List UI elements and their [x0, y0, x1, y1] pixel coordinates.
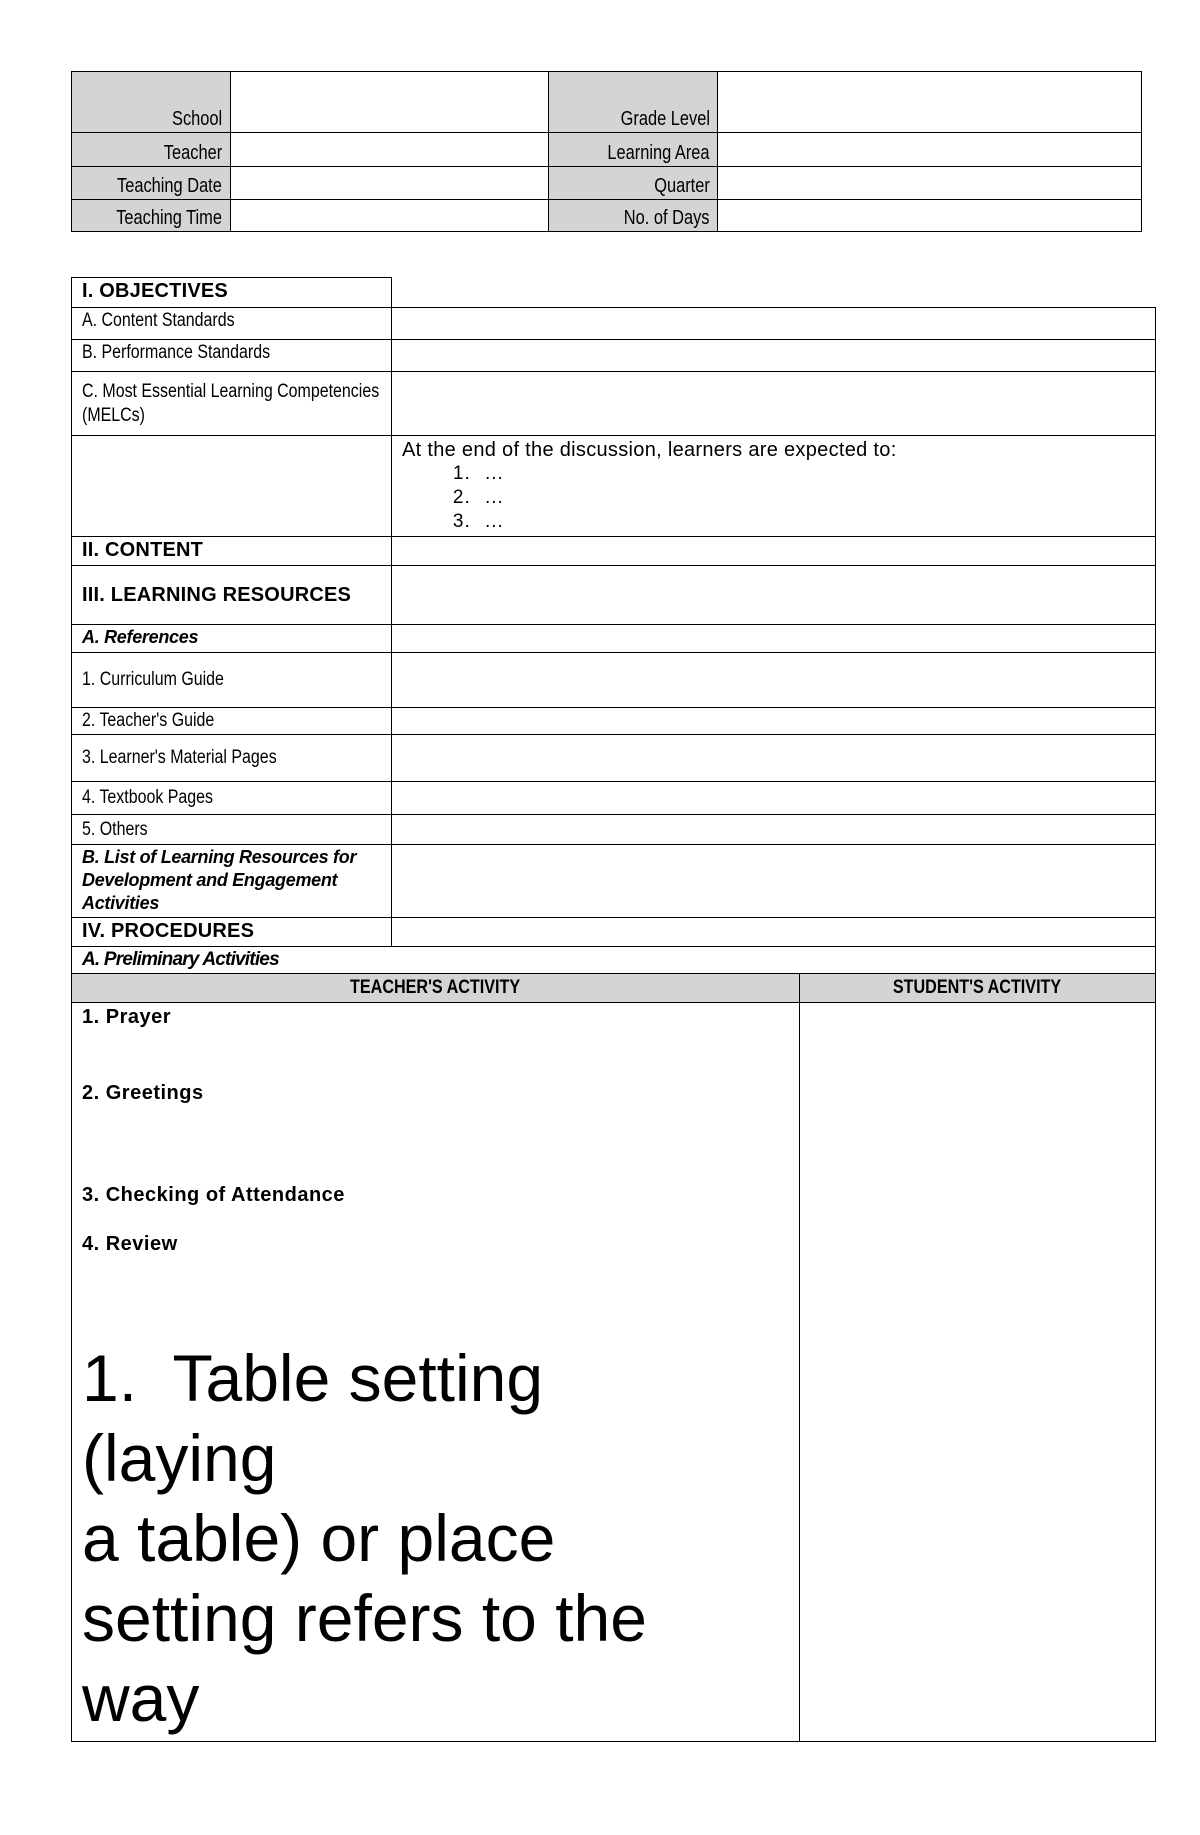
references-heading: A. References	[82, 627, 199, 647]
content-standards-field[interactable]	[392, 308, 1156, 340]
objectives-list-row	[72, 436, 1156, 537]
others-row	[72, 815, 1156, 845]
curriculum-guide-row	[72, 653, 1156, 708]
learning-area-field[interactable]	[718, 133, 1142, 167]
preliminary-activities-heading: A. Preliminary Activities	[82, 949, 279, 970]
curriculum-guide-label: 1. Curriculum Guide	[82, 669, 224, 690]
table-setting-text: 1. Table setting (laying a table) or place setting refers to the way	[82, 1341, 647, 1735]
quarter-label: Quarter	[548, 167, 718, 200]
objective-item: 1. ...	[477, 462, 1145, 486]
learners-material-label: 3. Learner's Material Pages	[82, 747, 277, 768]
objective-item: 2. ...	[477, 486, 1145, 510]
objectives-heading: I. OBJECTIVES	[82, 280, 228, 302]
objectives-list-cell[interactable]	[392, 436, 1156, 537]
procedures-field[interactable]	[392, 918, 1156, 947]
textbook-pages-field[interactable]	[392, 782, 1156, 815]
melcs-label: C. Most Essential Learning Competencies (MELCs)	[82, 380, 380, 426]
step-prayer: 1. Prayer	[82, 1006, 172, 1028]
no-of-days-label: No. of Days	[548, 200, 718, 232]
school-field[interactable]	[230, 72, 548, 133]
content-standards-row	[72, 308, 1156, 340]
others-field[interactable]	[392, 815, 1156, 845]
objectives-row	[72, 278, 1156, 308]
learning-resources-list-field[interactable]	[392, 845, 1156, 918]
learning-resources-heading: III. LEARNING RESOURCES	[82, 583, 352, 606]
student-activity-header: STUDENT'S ACTIVITY	[800, 974, 1156, 1003]
teacher-field[interactable]	[230, 133, 548, 167]
step-review: 4. Review	[82, 1233, 178, 1255]
learners-material-row	[72, 735, 1156, 782]
learners-material-field[interactable]	[392, 735, 1156, 782]
procedures-heading: IV. PROCEDURES	[82, 920, 255, 942]
teachers-guide-field[interactable]	[392, 708, 1156, 735]
header-row-teaching-date	[72, 167, 1142, 200]
teachers-guide-row	[72, 708, 1156, 735]
teacher-label: Teacher	[72, 133, 231, 167]
step-greetings: 2. Greetings	[82, 1082, 204, 1104]
objective-item: 3. ...	[477, 510, 1145, 534]
content-field[interactable]	[392, 537, 1156, 566]
school-label: School	[72, 72, 231, 133]
objectives-list-blank	[72, 436, 392, 537]
header-row-school	[72, 72, 1142, 133]
procedures-row	[72, 918, 1156, 947]
teaching-date-field[interactable]	[230, 167, 548, 200]
header-row-teaching-time	[72, 200, 1142, 232]
grade-level-label: Grade Level	[548, 72, 718, 133]
content-standards-label: A. Content Standards	[82, 310, 235, 331]
textbook-pages-row	[72, 782, 1156, 815]
learning-area-label: Learning Area	[548, 133, 718, 167]
quarter-field[interactable]	[718, 167, 1142, 200]
objectives-list	[402, 462, 1145, 534]
curriculum-guide-field[interactable]	[392, 653, 1156, 708]
learning-resources-list-row	[72, 845, 1156, 918]
objectives-intro: At the end of the discussion, learners are expected to:	[402, 439, 897, 461]
header-row-teacher	[72, 133, 1142, 167]
grade-level-field[interactable]	[718, 72, 1142, 133]
performance-standards-label: B. Performance Standards	[82, 342, 271, 363]
teaching-time-field[interactable]	[230, 200, 548, 232]
header-info-table	[71, 71, 1142, 232]
objectives-heading-cell	[72, 278, 392, 308]
teachers-guide-label: 2. Teacher's Guide	[82, 710, 215, 731]
student-activity-cell[interactable]	[800, 1003, 1156, 1742]
activities-body-row	[72, 1003, 1156, 1742]
performance-standards-field[interactable]	[392, 340, 1156, 372]
melcs-row	[72, 372, 1156, 436]
learning-resources-row	[72, 566, 1156, 625]
objectives-blank-cell	[392, 278, 1156, 308]
teaching-date-label: Teaching Date	[72, 167, 231, 200]
no-of-days-field[interactable]	[718, 200, 1142, 232]
step-attendance: 3. Checking of Attendance	[82, 1184, 345, 1206]
references-row	[72, 625, 1156, 653]
activities-header-row	[72, 974, 1156, 1003]
teacher-activity-header: TEACHER'S ACTIVITY	[72, 974, 800, 1003]
content-heading: II. CONTENT	[82, 539, 204, 561]
lesson-plan-table	[71, 277, 1156, 974]
preliminary-row	[72, 947, 1156, 974]
content-row	[72, 537, 1156, 566]
activities-table	[71, 973, 1156, 1742]
textbook-pages-label: 4. Textbook Pages	[82, 787, 214, 808]
melcs-field[interactable]	[392, 372, 1156, 436]
performance-standards-row	[72, 340, 1156, 372]
teacher-activity-cell[interactable]	[72, 1003, 800, 1742]
teaching-time-label: Teaching Time	[72, 200, 231, 232]
others-label: 5. Others	[82, 818, 148, 840]
learning-resources-list-heading: B. List of Learning Resources for Development and Engagement Activities	[82, 847, 357, 913]
learning-resources-field[interactable]	[392, 566, 1156, 625]
references-field[interactable]	[392, 625, 1156, 653]
